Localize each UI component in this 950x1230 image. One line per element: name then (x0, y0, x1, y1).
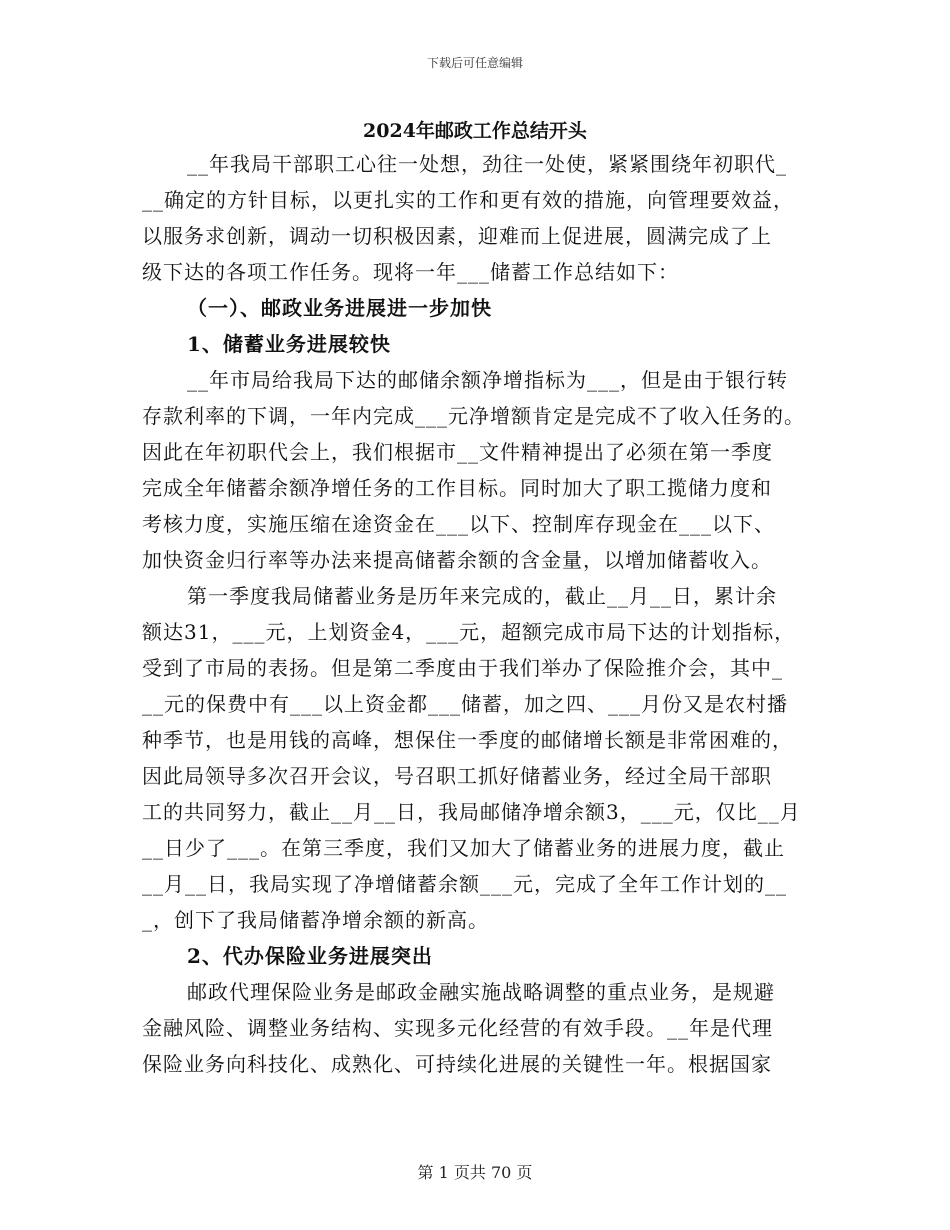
section-heading: 1、储蓄业务进展较快 (187, 332, 391, 356)
body-text-line: 因此局领导多次召开会议，号召职工抓好储蓄业务，经过全局干部职 (142, 764, 772, 788)
body-text-line: __年市局给我局下达的邮储余额净增指标为___，但是由于银行转 (187, 368, 788, 392)
body-text-line: 额达31，___元，上划资金4，___元，超额完成市局下达的计划指标， (142, 620, 796, 644)
body-text-line: 加快资金归行率等办法来提高储蓄余额的含金量，以增加储蓄收入。 (142, 548, 772, 572)
body-text-line: 受到了市局的表扬。但是第二季度由于我们举办了保险推介会，其中_ (142, 656, 783, 680)
section-heading: 2、代办保险业务进展突出 (187, 944, 433, 968)
body-text-line: __月__日，我局实现了净增储蓄余额___元，完成了全年工作计划的__ (142, 872, 787, 896)
body-text-line: 邮政代理保险业务是邮政金融实施战略调整的重点业务，是规避 (187, 980, 775, 1004)
document-body (142, 146, 822, 1082)
page-number-footer: 第 1 页共 70 页 (417, 1163, 533, 1182)
section-heading: （一）、邮政业务进展进一步加快 (187, 296, 492, 320)
body-text-line: 工的共同努力，截止__月__日，我局邮储净增余额3，___元，仅比__月 (142, 800, 801, 824)
document-title: 2024年邮政工作总结开头 (363, 120, 587, 142)
body-text-line: 因此在年初职代会上，我们根据市__文件精神提出了必须在第一季度 (142, 440, 773, 464)
body-text-line: _，创下了我局储蓄净增余额的新高。 (142, 908, 489, 932)
body-text-line: 第一季度我局储蓄业务是历年来完成的，截止__月__日，累计余 (187, 584, 777, 608)
body-text-line: 金融风险、调整业务结构、实现多元化经营的有效手段。__年是代理 (142, 1016, 773, 1040)
body-text-line: 种季节，也是用钱的高峰，想保住一季度的邮储增长额是非常困难的， (142, 728, 793, 752)
body-text-line: __年我局干部职工心往一处想，劲往一处使，紧紧围绕年初职代_ (187, 152, 787, 176)
body-text-line: 级下达的各项工作任务。现将一年___储蓄工作总结如下： (142, 260, 679, 284)
body-text-line: 考核力度，实施压缩在途资金在___以下、控制库存现金在___以下、 (142, 512, 775, 536)
page-header-note: 下载后可任意编辑 (426, 56, 523, 70)
body-text-line: __元的保费中有___以上资金都___储蓄，加之四、___月份又是农村播 (142, 692, 788, 716)
body-text-line: 完成全年储蓄余额净增任务的工作目标。同时加大了职工揽储力度和 (142, 476, 772, 500)
body-text-line: __确定的方针目标，以更扎实的工作和更有效的措施，向管理要效益， (142, 188, 794, 212)
body-text-line: __日少了___。在第三季度，我们又加大了储蓄业务的进展力度，截止 (142, 836, 785, 860)
body-text-line: 存款利率的下调，一年内完成___元净增额肯定是完成不了收入任务的。 (142, 404, 805, 428)
body-text-line: 以服务求创新，调动一切积极因素，迎难而上促进展，圆满完成了上 (142, 224, 772, 248)
body-text-line: 保险业务向科技化、成熟化、可持续化进展的关键性一年。根据国家 (142, 1052, 772, 1076)
